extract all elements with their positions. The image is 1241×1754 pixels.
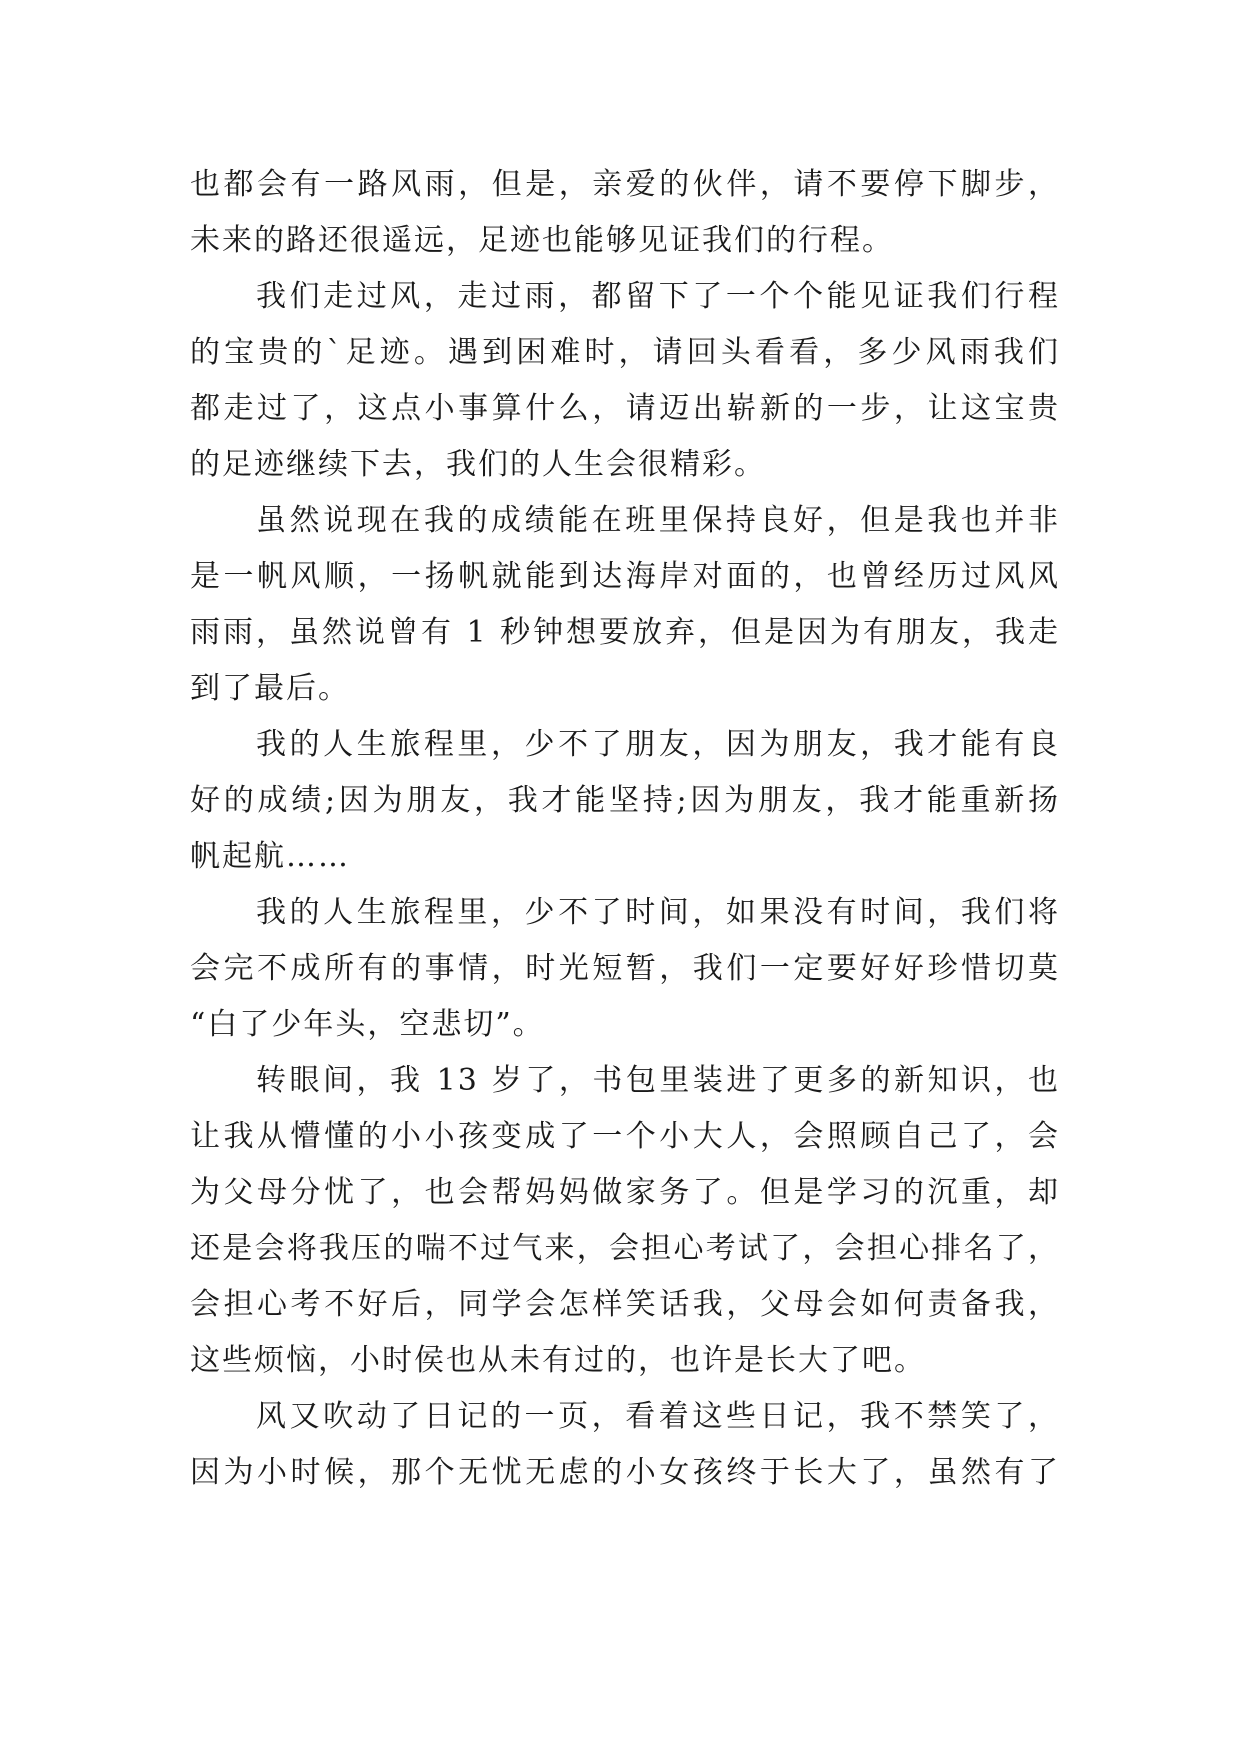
paragraph-line: 还是会将我压的喘不过气来，会担心考试了，会担心排名了， [190,1231,1060,1266]
paragraph-line: 我们走过风，走过雨，都留下了一个个能见证我们行程 [256,279,1060,314]
paragraph-line: 的宝贵的`足迹。遇到困难时，请回头看看，多少风雨我们 [190,335,1060,370]
paragraph-line: 这些烦恼，小时侯也从未有过的，也许是长大了吧。 [190,1343,926,1378]
paragraph-line: 是一帆风顺，一扬帆就能到达海岸对面的，也曾经历过风风 [190,559,1060,594]
paragraph-line: 会完不成所有的事情，时光短暂，我们一定要好好珍惜切莫 [190,951,1060,986]
paragraph-line: 也都会有一路风雨，但是，亲爱的伙伴，请不要停下脚步， [190,167,1060,202]
paragraph-line: 让我从懵懂的小小孩变成了一个小大人，会照顾自己了，会 [190,1119,1060,1154]
paragraph-line: 风又吹动了日记的一页，看着这些日记，我不禁笑了， [256,1399,1060,1434]
paragraph-line: 因为小时候，那个无忧无虑的小女孩终于长大了，虽然有了 [190,1455,1060,1490]
paragraph-line: 帆起航…… [190,839,350,874]
paragraph-line: 转眼间，我 13 岁了，书包里装进了更多的新知识，也 [256,1063,1060,1098]
paragraph-line: “白了少年头，空悲切”。 [190,1007,545,1042]
paragraph-line: 到了最后。 [190,671,350,706]
paragraph-line: 好的成绩;因为朋友，我才能坚持;因为朋友，我才能重新扬 [190,783,1060,818]
paragraph-line: 为父母分忧了，也会帮妈妈做家务了。但是学习的沉重，却 [190,1175,1060,1210]
paragraph-line: 都走过了，这点小事算什么，请迈出崭新的一步，让这宝贵 [190,391,1060,426]
paragraph-line: 我的人生旅程里，少不了时间，如果没有时间，我们将 [256,895,1060,930]
document-body [190,157,1060,1501]
paragraph-line: 雨雨，虽然说曾有 1 秒钟想要放弃，但是因为有朋友，我走 [190,615,1060,650]
paragraph-line: 我的人生旅程里，少不了朋友，因为朋友，我才能有良 [256,727,1060,762]
paragraph-line: 的足迹继续下去，我们的人生会很精彩。 [190,447,766,482]
paragraph-line: 虽然说现在我的成绩能在班里保持良好，但是我也并非 [256,503,1060,538]
paragraph-line: 会担心考不好后，同学会怎样笑话我，父母会如何责备我， [190,1287,1060,1322]
paragraph-line: 未来的路还很遥远，足迹也能够见证我们的行程。 [190,223,894,258]
